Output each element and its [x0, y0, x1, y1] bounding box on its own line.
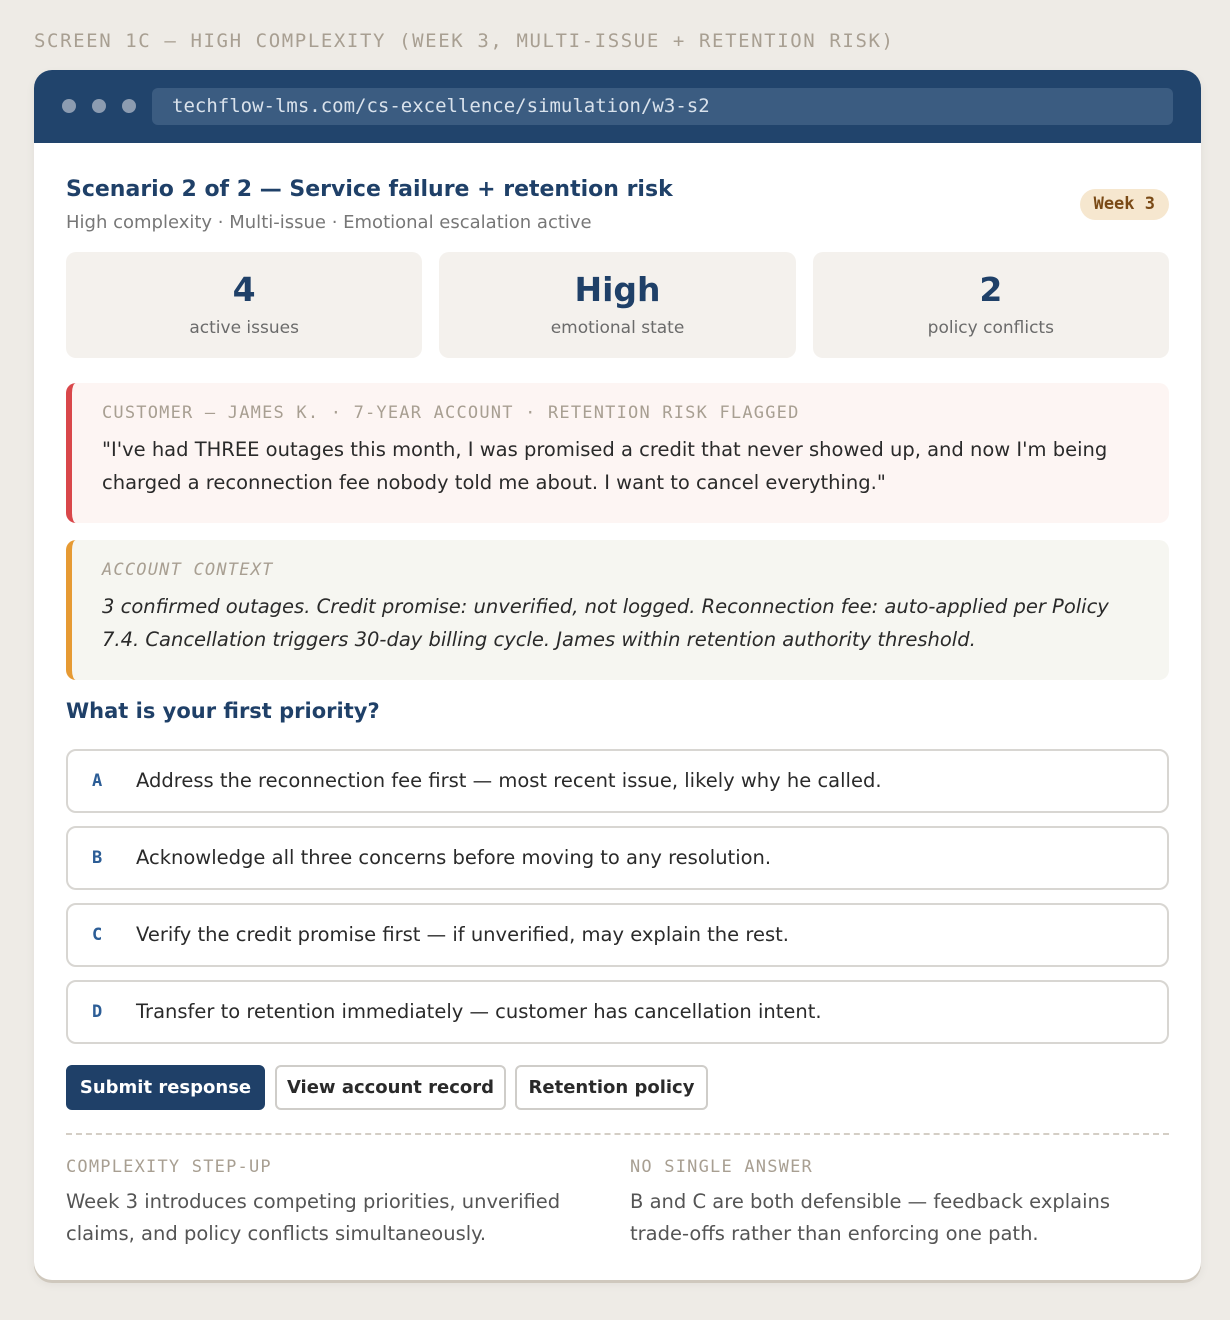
stat-value: 4 — [232, 270, 256, 309]
stat-card-active-issues — [66, 252, 422, 358]
window-dot-icon — [92, 99, 106, 113]
browser-titlebar — [34, 70, 1201, 143]
stat-card-policy-conflicts — [813, 252, 1169, 358]
context-header: ACCOUNT CONTEXT — [102, 560, 274, 580]
option-text: Address the reconnection fee first — most recent issue, likely why he called. — [136, 769, 882, 792]
scenario-subtitle: High complexity · Multi-issue · Emotional escalation active — [66, 212, 592, 233]
option-text: Acknowledge all three concerns before moving to any resolution. — [136, 846, 772, 869]
option-a[interactable] — [66, 749, 1169, 813]
stat-value: 2 — [979, 270, 1003, 309]
window-dot-icon — [62, 99, 76, 113]
stat-label: emotional state — [550, 318, 685, 338]
retention-policy-button[interactable]: Retention policy — [515, 1065, 708, 1110]
option-letter: C — [92, 925, 103, 945]
url-bar[interactable]: techflow-lms.com/cs-excellence/simulation/w3-s2 — [152, 88, 1173, 125]
stat-label: active issues — [189, 318, 299, 338]
option-b[interactable] — [66, 826, 1169, 890]
customer-quote: "I've had THREE outages this month, I was promised a credit that never showed up, and now I'm being charged a reconnection fee nobody told me about. I want to cancel everything." — [102, 438, 1108, 494]
stats-row — [66, 252, 1169, 358]
screen-label: SCREEN 1C — HIGH COMPLEXITY (WEEK 3, MULTI-ISSUE + RETENTION RISK) — [34, 30, 895, 52]
stat-card-emotional-state — [439, 252, 795, 358]
submit-response-button[interactable]: Submit response — [66, 1065, 265, 1110]
note-complexity-body: Week 3 introduces competing priorities, unverified claims, and policy conflicts simultaneously. — [66, 1190, 561, 1245]
context-body: 3 confirmed outages. Credit promise: unverified, not logged. Reconnection fee: auto-applied per Policy 7.4. Cancellation triggers 30-day billing cycle. James within retention authority threshold. — [102, 595, 1109, 651]
view-account-record-button[interactable]: View account record — [275, 1065, 506, 1110]
option-letter: D — [92, 1002, 103, 1022]
customer-quote-callout — [66, 383, 1169, 523]
dashed-divider — [66, 1133, 1169, 1135]
note-complexity-header: COMPLEXITY STEP-UP — [66, 1157, 272, 1177]
week-badge: Week 3 — [1080, 189, 1169, 220]
option-c[interactable] — [66, 903, 1169, 967]
scenario-title: Scenario 2 of 2 — Service failure + retention risk — [66, 177, 673, 202]
window-dot-icon — [122, 99, 136, 113]
option-letter: A — [92, 771, 103, 791]
stat-value: High — [574, 270, 661, 309]
stat-label: policy conflicts — [927, 318, 1054, 338]
option-letter: B — [92, 848, 103, 868]
option-d[interactable] — [66, 980, 1169, 1044]
option-text: Verify the credit promise first — if unverified, may explain the rest. — [136, 923, 789, 946]
question-prompt: What is your first priority? — [66, 699, 380, 723]
browser-window — [34, 70, 1201, 1280]
option-text: Transfer to retention immediately — customer has cancellation intent. — [136, 1000, 822, 1023]
note-single-answer-body: B and C are both defensible — feedback explains trade-offs rather than enforcing one path. — [630, 1190, 1111, 1245]
account-context-callout — [66, 540, 1169, 680]
note-single-answer-header: NO SINGLE ANSWER — [630, 1157, 813, 1177]
customer-header: CUSTOMER — JAMES K. · 7-YEAR ACCOUNT · RETENTION RISK FLAGGED — [102, 403, 800, 423]
